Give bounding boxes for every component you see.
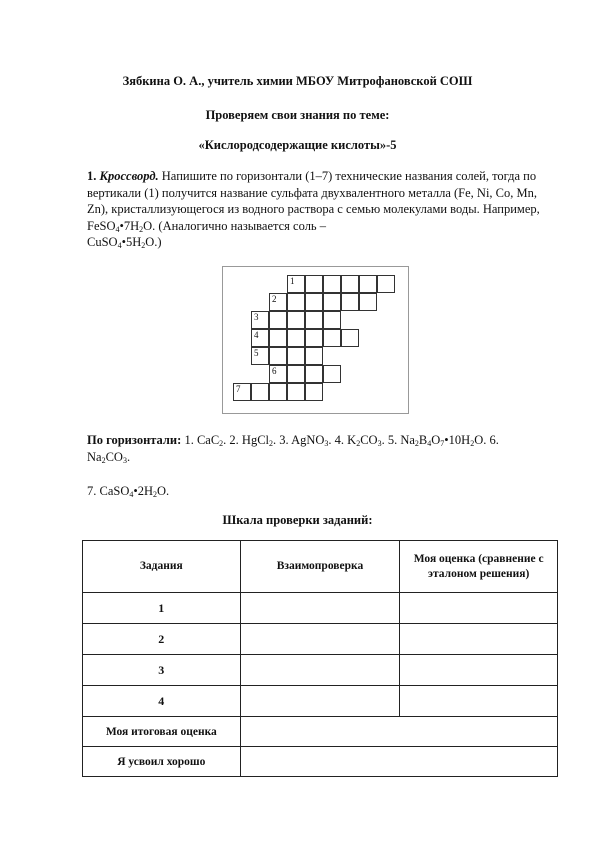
scale-table xyxy=(82,540,558,777)
learned-row xyxy=(83,747,558,777)
horizontal-clues xyxy=(87,432,542,465)
crossword-cell[interactable] xyxy=(305,347,323,365)
crossword-cell[interactable] xyxy=(341,275,359,293)
formula-part: •10H xyxy=(444,433,471,447)
crossword-cell[interactable] xyxy=(269,365,287,383)
formula-part: O. xyxy=(157,484,170,498)
formula-part: . 4. K xyxy=(328,433,357,447)
subtitle: Проверяем свои знания по теме: xyxy=(205,108,390,122)
task-cell: 2 xyxy=(83,624,241,655)
sub: 3 xyxy=(377,439,382,448)
table-row xyxy=(83,686,558,717)
crossword-cell[interactable] xyxy=(323,293,341,311)
formula-part: O.) xyxy=(145,235,162,249)
learned-label: Я усвоил хорошо xyxy=(83,747,241,777)
learned-cell[interactable] xyxy=(240,747,557,777)
my-grade-cell[interactable] xyxy=(400,593,558,624)
crossword-cell[interactable] xyxy=(269,293,287,311)
crossword-cell[interactable] xyxy=(305,311,323,329)
peer-check-cell[interactable] xyxy=(240,624,400,655)
crossword-cell[interactable] xyxy=(287,383,305,401)
task-name: Кроссворд. xyxy=(99,169,159,183)
crossword-cell[interactable] xyxy=(269,347,287,365)
author-line: Зябкина О. А., учитель химии МБОУ Митрофановской СОШ xyxy=(122,74,473,88)
crossword-cell[interactable] xyxy=(251,347,269,365)
task-cell: 3 xyxy=(83,655,241,686)
crossword-cell[interactable] xyxy=(269,311,287,329)
sub: 2 xyxy=(139,224,144,234)
crossword-cell[interactable] xyxy=(287,329,305,347)
crossword-number: 2 xyxy=(272,294,277,304)
peer-check-cell[interactable] xyxy=(240,655,400,686)
crossword-cell[interactable] xyxy=(305,293,323,311)
crossword-cell[interactable] xyxy=(323,329,341,347)
table-row xyxy=(83,624,558,655)
formula-part: O xyxy=(431,433,441,447)
crossword-cell[interactable] xyxy=(233,383,251,401)
header-my-grade: Моя оценка (сравнение с эталоном решения) xyxy=(400,541,558,593)
crossword-cell[interactable] xyxy=(287,293,305,311)
formula-part: CuSO xyxy=(87,235,118,249)
formula-part: CO xyxy=(105,449,123,464)
sub: 2 xyxy=(470,439,475,448)
sub: 2 xyxy=(141,241,146,250)
formula-part: B xyxy=(418,433,428,447)
task1-text xyxy=(87,168,542,251)
crossword-cell[interactable] xyxy=(341,329,359,347)
sub: 2 xyxy=(101,455,106,465)
crossword-cell[interactable] xyxy=(359,275,377,293)
sub: 2 xyxy=(153,490,158,499)
final-grade-row xyxy=(83,717,558,747)
formula-part: CO xyxy=(360,433,378,447)
task-number: 1. xyxy=(87,169,97,183)
formula-part: •5H xyxy=(121,235,142,249)
crossword-cell[interactable] xyxy=(323,311,341,329)
formula-part: 7. CaSO xyxy=(87,484,130,498)
crossword-cell[interactable] xyxy=(287,365,305,383)
sub: 4 xyxy=(427,439,432,448)
clues-label: По горизонтали: xyxy=(87,433,182,447)
formula-part: •7H xyxy=(119,218,140,233)
crossword-number: 5 xyxy=(254,348,259,358)
sub: 3 xyxy=(324,439,329,448)
crossword-cell[interactable] xyxy=(251,383,269,401)
crossword-cell[interactable] xyxy=(287,275,305,293)
peer-check-cell[interactable] xyxy=(240,593,400,624)
crossword-cell[interactable] xyxy=(377,275,395,293)
table-row xyxy=(83,593,558,624)
formula-part: 1. CaC xyxy=(184,433,220,447)
final-grade-cell[interactable] xyxy=(240,717,557,747)
table-header xyxy=(83,541,558,593)
crossword-cell[interactable] xyxy=(305,383,323,401)
formula-part: O. 6. Na xyxy=(87,433,499,464)
formula-part: . 2. HgCl xyxy=(223,433,270,447)
crossword-cell[interactable] xyxy=(287,311,305,329)
sub: 7 xyxy=(440,439,445,448)
crossword-cell[interactable] xyxy=(341,293,359,311)
crossword-cell[interactable] xyxy=(269,329,287,347)
crossword-number: 3 xyxy=(254,312,259,322)
my-grade-cell[interactable] xyxy=(400,624,558,655)
formula-part: . 5. Na xyxy=(381,433,415,447)
sub: 4 xyxy=(129,490,134,499)
sub: 4 xyxy=(117,241,122,250)
task-cell: 1 xyxy=(83,593,241,624)
sub: 4 xyxy=(115,224,120,234)
header-tasks: Задания xyxy=(83,541,241,593)
crossword-cell[interactable] xyxy=(323,365,341,383)
sub: 3 xyxy=(122,455,127,465)
crossword-cell[interactable] xyxy=(251,329,269,347)
crossword-number: 4 xyxy=(254,330,259,340)
formula-part: •2H xyxy=(133,484,154,498)
formula-part: . 3. AgNO xyxy=(273,433,325,447)
header-peer-check: Взаимопроверка xyxy=(240,541,400,593)
crossword-number: 7 xyxy=(236,384,241,394)
crossword-cell[interactable] xyxy=(251,311,269,329)
topic-title: «Кислородсодержащие кислоты»-5 xyxy=(198,138,397,152)
scale-title: Шкала проверки заданий: xyxy=(222,513,373,527)
crossword-number: 1 xyxy=(290,276,295,286)
sub: 2 xyxy=(269,439,274,448)
formula-part: . xyxy=(126,449,131,464)
crossword-cell[interactable] xyxy=(287,347,305,365)
my-grade-cell[interactable] xyxy=(400,686,558,717)
formula-part: O. (Аналогично называется соль – xyxy=(143,218,327,233)
crossword-cell[interactable] xyxy=(323,275,341,293)
clue-7 xyxy=(87,483,542,500)
final-grade-label: Моя итоговая оценка xyxy=(83,717,241,747)
peer-check-cell[interactable] xyxy=(240,686,400,717)
sub: 2 xyxy=(219,439,224,448)
my-grade-cell[interactable] xyxy=(400,655,558,686)
sub: 2 xyxy=(356,439,361,448)
crossword-cell[interactable] xyxy=(269,383,287,401)
task-text: Напишите по горизонтали (1–7) технические названия солей, тогда по вертикали (1) получится название сульфата двухвалентного металла (Fe, Ni, Co, Mn, Zn), кристаллизующегося из водного раствора с семью молекулами воды. Например, FeSO xyxy=(87,169,540,233)
sub: 2 xyxy=(414,439,419,448)
crossword-cell[interactable] xyxy=(305,365,323,383)
table-row xyxy=(83,655,558,686)
crossword-cell[interactable] xyxy=(359,293,377,311)
task-cell: 4 xyxy=(83,686,241,717)
crossword-number: 6 xyxy=(272,366,277,376)
crossword-cell[interactable] xyxy=(305,275,323,293)
crossword-cell[interactable] xyxy=(305,329,323,347)
